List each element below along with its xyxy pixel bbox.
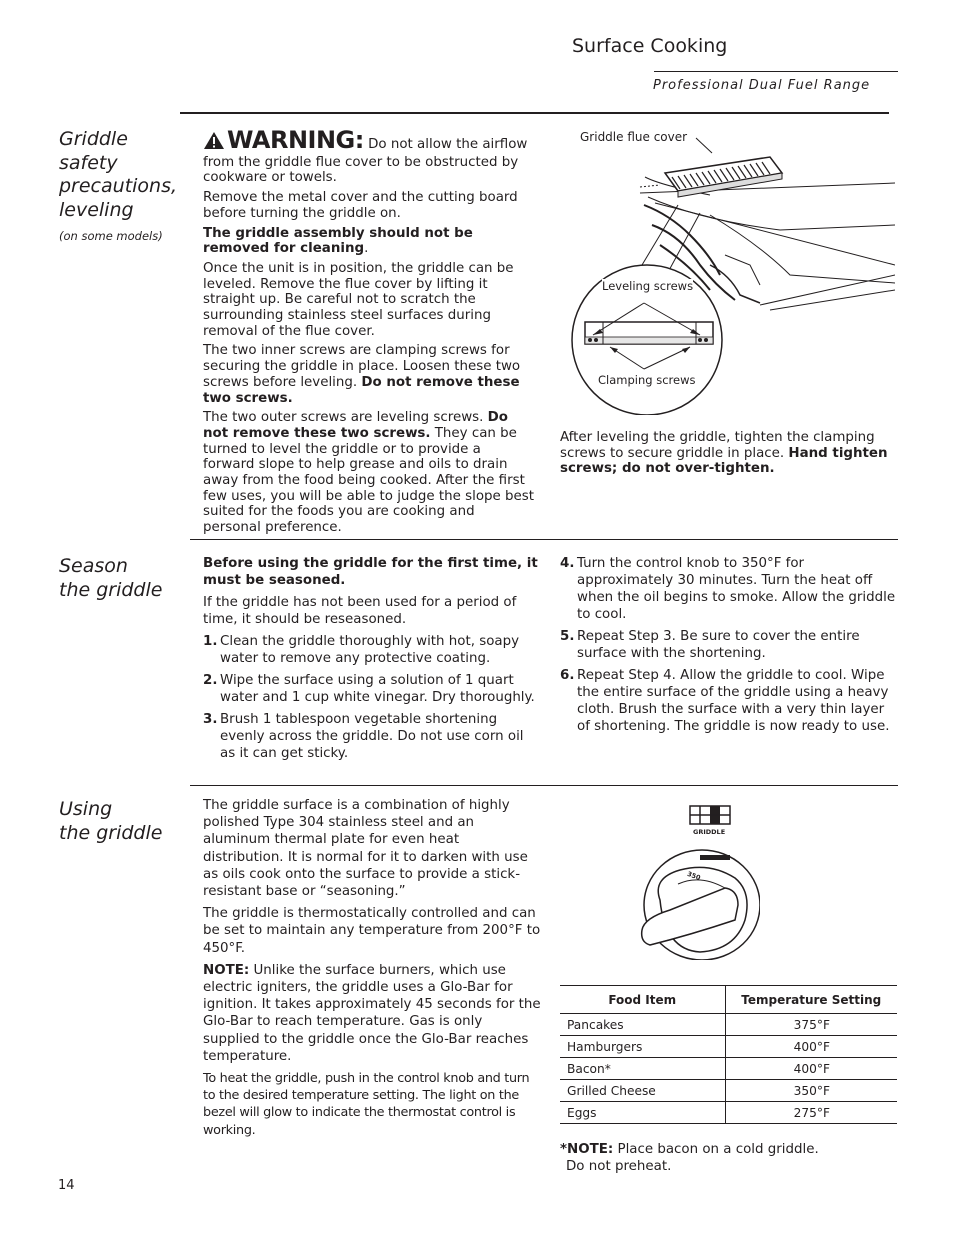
step-text: Turn the control knob to 350°F for approximately 30 minutes. Turn the heat off when the oil begins to smoke. Allow the griddle to cool. — [577, 556, 896, 622]
title-line: safety — [59, 151, 118, 174]
food-cell: Grilled Cheese — [560, 1080, 725, 1102]
table-row — [560, 1036, 897, 1058]
title-line: the griddle — [59, 821, 163, 844]
bold-text: NOTE: — [203, 962, 250, 978]
section-divider — [190, 785, 898, 786]
paragraph: To heat the griddle, push in the control knob and turn to the desired temperature setting. The light on the bezel will glow to indicate the thermostat control is working. — [203, 1071, 530, 1138]
temperature-cell: 350°F — [793, 1083, 830, 1098]
section-divider — [190, 539, 898, 540]
food-cell: Eggs — [560, 1102, 725, 1124]
temperature-cell: 400°F — [793, 1039, 830, 1054]
griddle-illustration — [560, 125, 895, 415]
warning-word: WARNING: — [227, 126, 364, 154]
paragraph — [203, 962, 541, 1065]
paragraph — [203, 343, 536, 406]
table-row — [560, 1014, 897, 1036]
step-number: 5. — [560, 629, 575, 644]
food-cell: Hamburgers — [560, 1036, 725, 1058]
season-right-column — [560, 555, 897, 740]
table-row — [560, 1080, 897, 1102]
bold-text: Hand tighten screws; do not over-tighten. — [560, 445, 888, 477]
text: They can be turned to level the griddle or to provide a forward slope to help grease and oils to drain away from the food being cooked. After the first few uses, you will be able to judge the slope best suited for the foods you are cooking and personal preference. — [203, 425, 534, 536]
season-steps-list — [560, 555, 897, 735]
temperature-cell: 275°F — [793, 1105, 830, 1120]
bold-text: Before using the griddle for the first time, it must be seasoned. — [203, 556, 538, 588]
griddle-knob-illustration — [630, 800, 760, 960]
text: The two outer screws are leveling screws. — [203, 410, 488, 426]
paragraph — [203, 410, 536, 536]
step-text: Brush 1 tablespoon vegetable shortening evenly across the griddle. Do not use corn oil as it can get sticky. — [220, 712, 524, 761]
paragraph — [203, 226, 536, 257]
bacon-note — [560, 1141, 890, 1175]
title-line: Season — [59, 555, 128, 577]
step-number: 2. — [203, 673, 218, 688]
title-line: the griddle — [59, 578, 163, 601]
top-divider — [180, 112, 889, 114]
step-number: 3. — [203, 712, 218, 727]
clamping-screws-label: Clamping screws — [598, 373, 696, 387]
text: . — [364, 241, 369, 257]
flue-cover-label: Griddle flue cover — [580, 130, 688, 144]
list-item — [203, 633, 538, 667]
list-item — [203, 711, 538, 762]
list-item — [203, 672, 538, 706]
knob-griddle-label: GRIDDLE — [693, 828, 726, 836]
section1-text — [203, 126, 536, 540]
bold-text: Do not remove these two screws. — [203, 410, 508, 441]
title-line: Griddle — [59, 128, 128, 150]
paragraph: The griddle is thermostatically controlled and can be set to maintain any temperature from 200°F to 450°F. — [203, 906, 541, 956]
section-title-griddle-safety — [59, 128, 177, 222]
temperature-cell: 375°F — [793, 1017, 830, 1032]
table-header-row — [560, 986, 897, 1014]
season-left-column — [203, 555, 538, 767]
paragraph: The griddle surface is a combination of highly polished Type 304 stainless steel and an aluminum thermal plate for even heat distribution. It is normal for it to darken with use as oils cook onto the surface to provide a stick-resistant base or “seasoning.” — [203, 798, 528, 900]
section-title-season — [59, 555, 162, 602]
step-number: 6. — [560, 668, 575, 683]
paragraph — [203, 555, 538, 589]
table-row — [560, 1058, 897, 1080]
food-cell: Bacon* — [560, 1058, 725, 1080]
text: After leveling the griddle, tighten the clamping screws to secure griddle in place. — [560, 430, 875, 461]
text: Unlike the surface burners, which use electric igniters, the griddle uses a Glo-Bar for ignition. It takes approximately 45 seconds for the Glo-Bar to reach temperature. Gas is only supplied to the griddle once the Glo-Bar reaches temperature. — [203, 962, 541, 1064]
warning-paragraph — [203, 126, 536, 186]
bold-text: The griddle assembly should not be removed for cleaning — [203, 225, 473, 257]
section-note: (on some models) — [59, 229, 163, 243]
step-number: 1. — [203, 634, 218, 649]
column-header: Temperature Setting — [741, 992, 882, 1007]
warning-text: Do not allow the airflow from the griddle flue cover to be obstructed by cookware or towels. — [203, 137, 528, 186]
column-header: Food Item — [560, 986, 725, 1014]
page-header-subtitle: Professional Dual Fuel Range — [653, 78, 871, 93]
leveling-screws-label: Leveling screws — [602, 279, 694, 293]
note-line — [560, 1141, 890, 1158]
table-row — [560, 1102, 897, 1124]
title-line: precautions, — [59, 175, 178, 197]
text: The two inner screws are clamping screws for securing the griddle in place. Loosen these two screws before leveling. — [203, 343, 521, 390]
note-line: Do not preheat. — [566, 1159, 672, 1174]
page-number: 14 — [58, 1178, 75, 1193]
step-number: 4. — [560, 556, 575, 571]
warning-triangle-icon — [203, 131, 225, 155]
bold-text: Do not remove these two screws. — [203, 374, 520, 406]
after-leveling-text — [560, 430, 890, 477]
list-item — [560, 555, 897, 623]
step-text: Clean the griddle thoroughly with hot, soapy water to remove any protective coating. — [220, 634, 520, 666]
list-item — [560, 628, 897, 662]
text: Place bacon on a cold griddle. — [613, 1142, 819, 1157]
bold-text: *NOTE: — [560, 1142, 614, 1157]
list-item — [560, 667, 897, 735]
paragraph: Remove the metal cover and the cutting board before turning the griddle on. — [203, 190, 518, 221]
temperature-cell: 400°F — [793, 1061, 830, 1076]
step-text: Repeat Step 3. Be sure to cover the entire surface with the shortening. — [577, 629, 860, 661]
food-cell: Pancakes — [560, 1014, 725, 1036]
temperature-table — [560, 985, 897, 1124]
title-line: Using — [59, 798, 113, 820]
knob-temperature-mark: 350 — [686, 869, 702, 883]
paragraph: Once the unit is in position, the griddle can be leveled. Remove the flue cover by lifting it straight up. Be careful not to scratch the surrounding stainless steel surfaces during removal of the flue cover. — [203, 260, 514, 339]
header-rule — [654, 71, 898, 72]
flue-cover-shape — [665, 157, 782, 197]
section-title-using — [59, 798, 162, 845]
using-text — [203, 797, 541, 1143]
season-steps-list — [203, 633, 538, 762]
title-line: leveling — [59, 198, 134, 221]
paragraph: If the griddle has not been used for a period of time, it should be reseasoned. — [203, 595, 517, 627]
griddle-diagram — [560, 125, 895, 415]
step-text: Wipe the surface using a solution of 1 quart water and 1 cup white vinegar. Dry thoroughly. — [220, 673, 535, 705]
page-header-title: Surface Cooking — [572, 35, 728, 57]
step-text: Repeat Step 4. Allow the griddle to cool. Wipe the entire surface of the griddle using a heavy cloth. Brush the surface with a very thin layer of shortening. The griddle is now ready to use. — [577, 668, 890, 734]
